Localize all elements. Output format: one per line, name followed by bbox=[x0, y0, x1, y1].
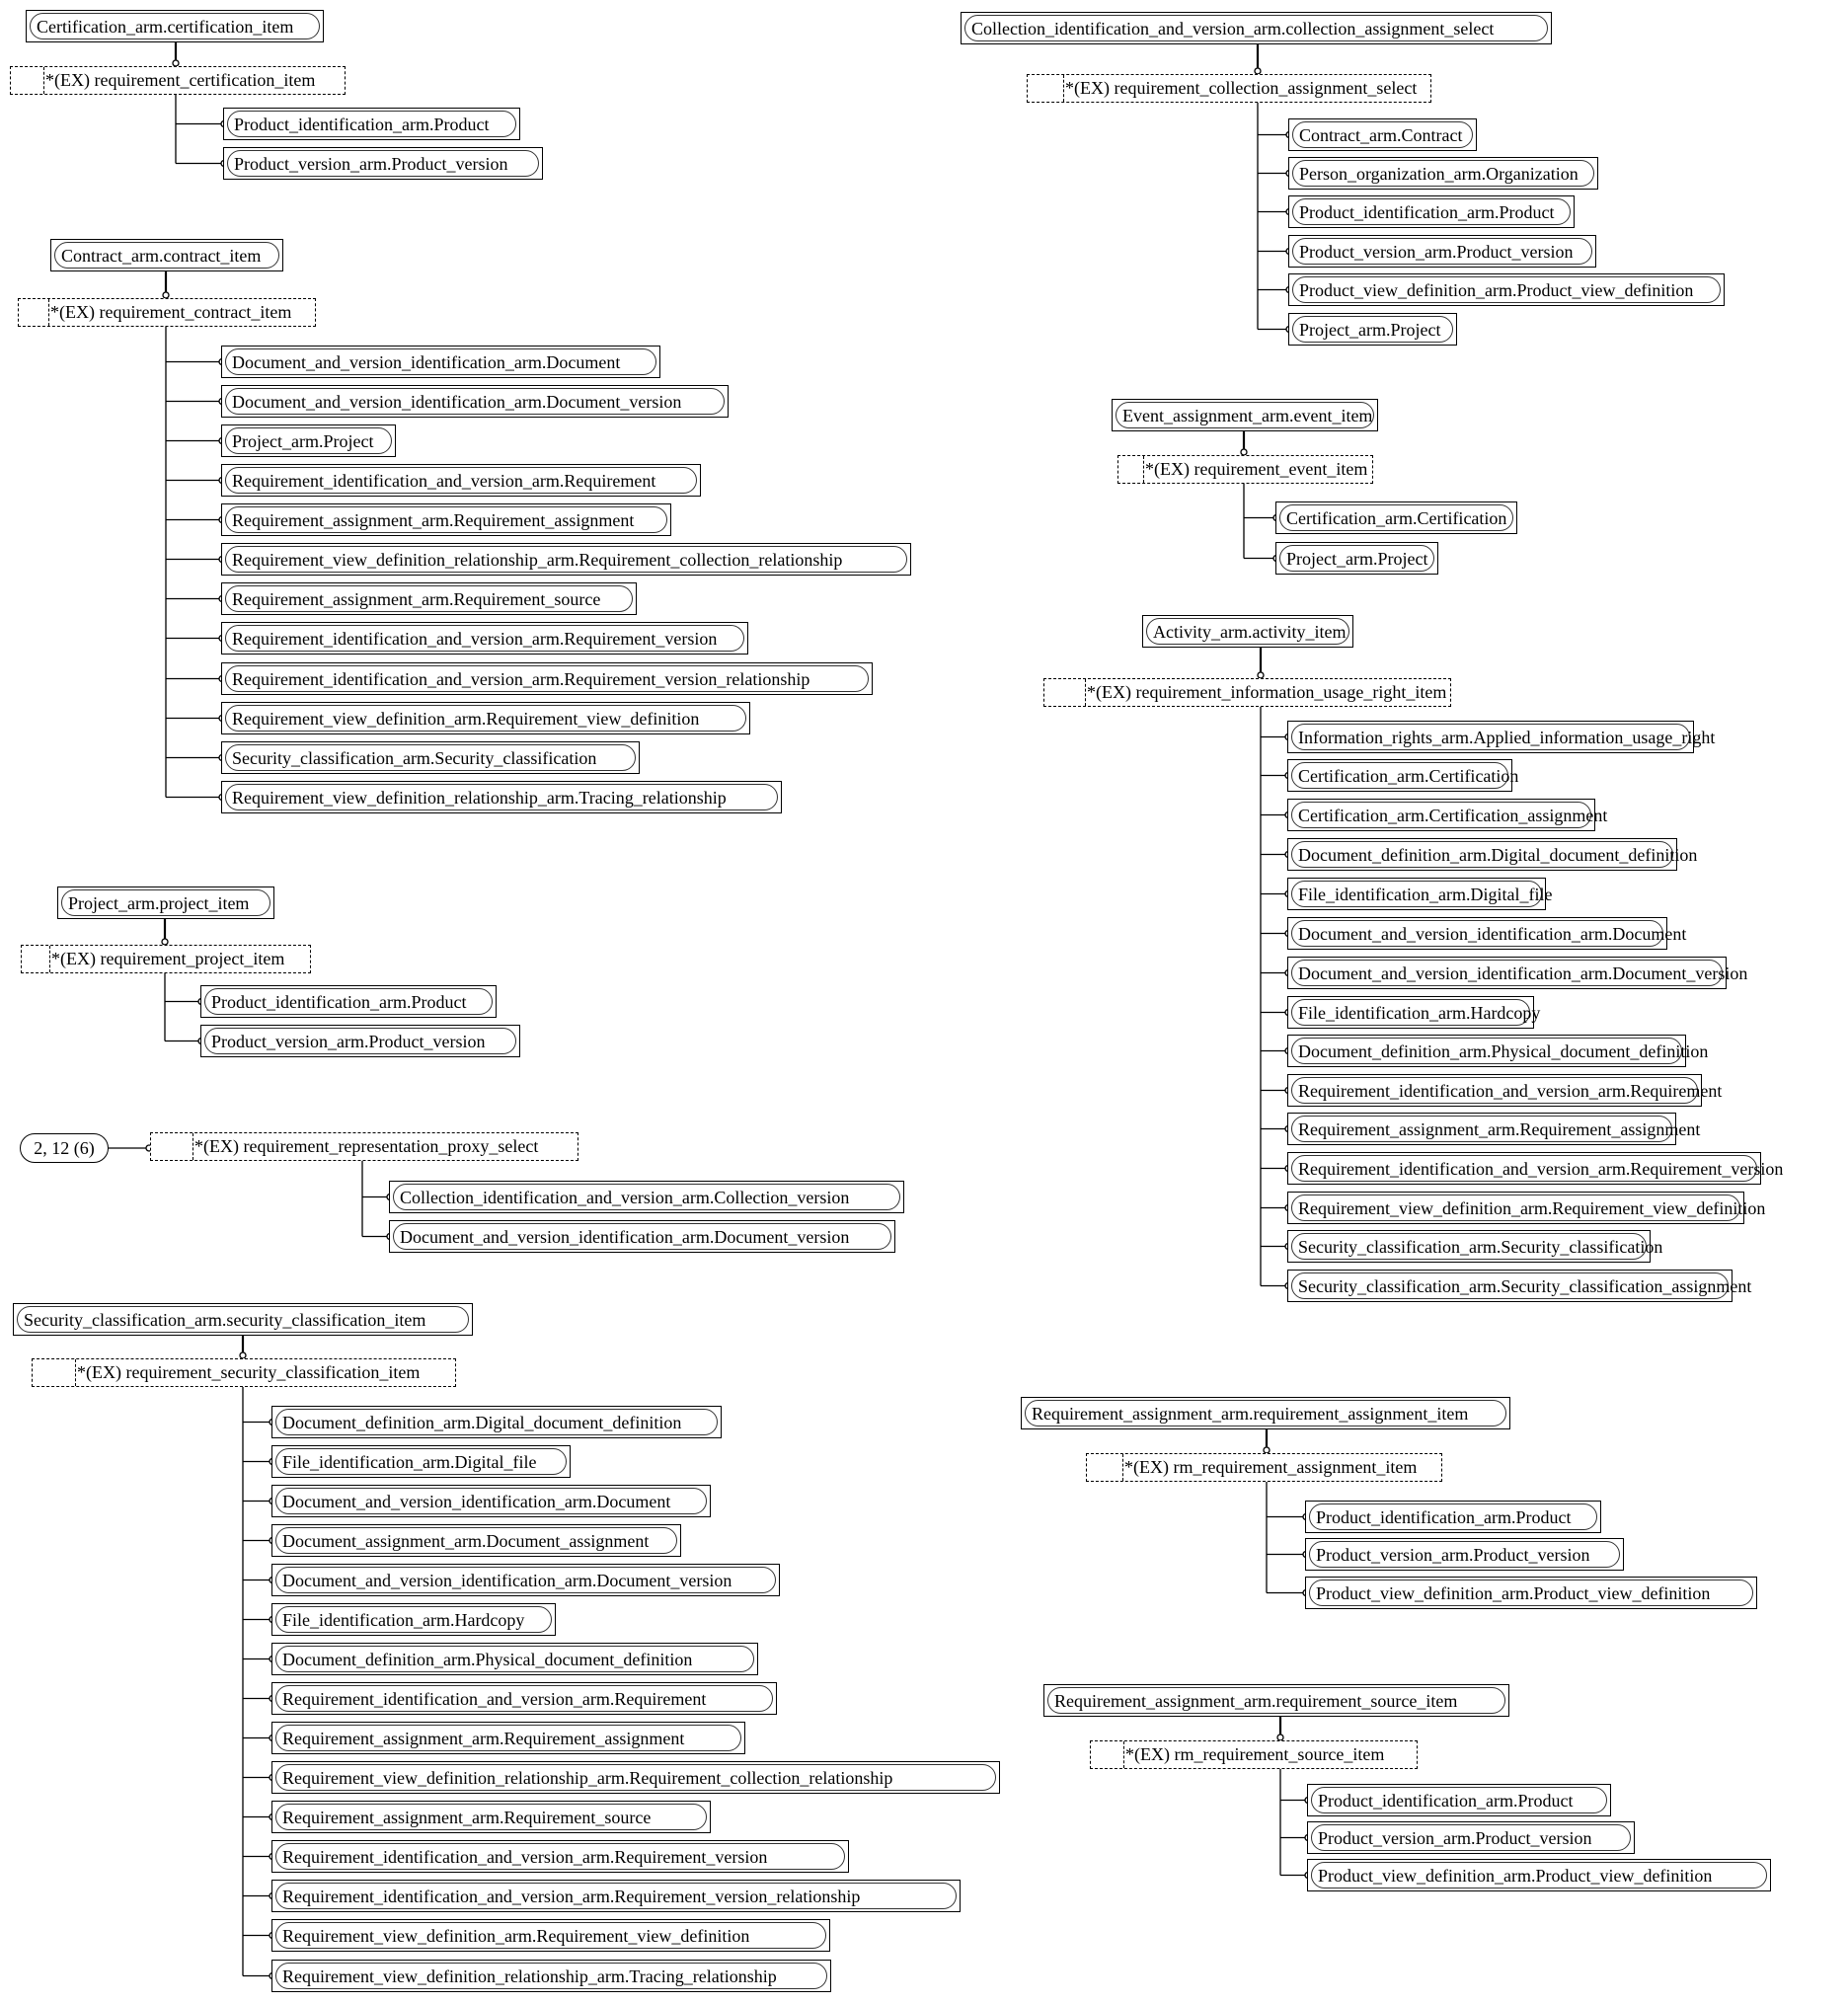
member-entity[interactable] bbox=[1305, 1577, 1757, 1609]
entity-label: Document_definition_arm.Physical_document_definition bbox=[1291, 1038, 1682, 1064]
entity-label: Requirement_identification_and_version_arm.Requirement bbox=[225, 467, 697, 494]
entity-label: Product_version_arm.Product_version bbox=[1311, 1824, 1631, 1851]
member-entity[interactable] bbox=[1275, 501, 1517, 534]
entity-label: Project_arm.Project bbox=[225, 427, 392, 454]
entity-label: Certification_arm.Certification bbox=[1291, 762, 1508, 789]
member-entity[interactable] bbox=[1288, 195, 1575, 228]
member-entity[interactable] bbox=[389, 1181, 904, 1213]
member-entity[interactable] bbox=[1287, 1113, 1701, 1145]
member-entity[interactable] bbox=[271, 1880, 961, 1912]
select-label: *(EX) requirement_project_item bbox=[51, 949, 285, 968]
member-entity[interactable] bbox=[271, 1603, 556, 1636]
select-requirement_source[interactable] bbox=[1090, 1740, 1418, 1769]
member-entity[interactable] bbox=[221, 781, 782, 813]
entity-label: Requirement_identification_and_version_arm.Requirement_version bbox=[225, 625, 744, 652]
entity-label: Product_identification_arm.Product bbox=[1292, 198, 1571, 225]
member-entity[interactable] bbox=[1287, 799, 1608, 831]
entity-label: Requirement_assignment_arm.Requirement_source bbox=[275, 1804, 707, 1830]
entity-label: Requirement_view_definition_arm.Requirement_view_definition bbox=[225, 705, 746, 732]
entity-label: File_identification_arm.Hardcopy bbox=[275, 1606, 552, 1633]
parent-entity-requirement_assignment[interactable] bbox=[1021, 1397, 1510, 1429]
entity-label: Requirement_view_definition_arm.Requirement_view_definition bbox=[275, 1922, 826, 1949]
member-entity[interactable] bbox=[271, 1485, 711, 1517]
member-entity[interactable] bbox=[1288, 313, 1457, 346]
parent-entity-collection_assignment[interactable] bbox=[961, 12, 1552, 44]
member-entity[interactable] bbox=[271, 1761, 1000, 1794]
parent-entity-security_classification[interactable] bbox=[13, 1303, 473, 1336]
member-entity[interactable] bbox=[1287, 1152, 1784, 1185]
member-entity[interactable] bbox=[1288, 235, 1596, 268]
member-entity[interactable] bbox=[221, 582, 637, 615]
entity-label: Product_version_arm.Product_version bbox=[1292, 238, 1592, 265]
page-reference[interactable]: 2, 12 (6) bbox=[20, 1133, 109, 1163]
entity-label: Security_classification_arm.Security_classification bbox=[225, 744, 636, 771]
entity-label: Certification_arm.Certification bbox=[1279, 504, 1513, 531]
entity-label: Requirement_identification_and_version_arm.Requirement bbox=[275, 1685, 773, 1712]
member-entity[interactable] bbox=[1287, 996, 1541, 1029]
select-label: *(EX) requirement_collection_assignment_select bbox=[1065, 78, 1418, 98]
parent-entity-activity_information_usage_right[interactable] bbox=[1142, 615, 1353, 648]
member-entity[interactable] bbox=[271, 1643, 758, 1675]
member-entity[interactable] bbox=[1287, 1192, 1766, 1224]
entity-label: Product_identification_arm.Product bbox=[204, 988, 493, 1015]
entity-label: Security_classification_arm.security_classification_item bbox=[17, 1306, 469, 1333]
entity-label: Certification_arm.certification_item bbox=[30, 13, 320, 39]
member-entity[interactable] bbox=[1287, 917, 1687, 950]
select-project[interactable] bbox=[21, 945, 311, 973]
entity-label: Information_rights_arm.Applied_information_usage_right bbox=[1291, 724, 1690, 750]
member-entity[interactable] bbox=[1287, 1270, 1752, 1302]
entity-label: Requirement_assignment_arm.Requirement_assignment bbox=[225, 506, 667, 533]
select-requirement_assignment[interactable] bbox=[1086, 1453, 1442, 1482]
member-entity[interactable] bbox=[221, 503, 671, 536]
member-entity[interactable] bbox=[1275, 542, 1438, 575]
parent-entity-contract[interactable] bbox=[50, 239, 283, 271]
entity-label: Document_definition_arm.Physical_document_definition bbox=[275, 1646, 754, 1672]
entity-label: Product_version_arm.Product_version bbox=[1309, 1541, 1620, 1568]
member-entity[interactable] bbox=[221, 346, 660, 378]
entity-label: Product_identification_arm.Product bbox=[1311, 1787, 1607, 1813]
select-label: *(EX) rm_requirement_assignment_item bbox=[1124, 1457, 1418, 1477]
entity-label: Project_arm.Project bbox=[1279, 545, 1434, 572]
member-entity[interactable] bbox=[1307, 1784, 1611, 1816]
member-entity[interactable] bbox=[1287, 759, 1519, 792]
select-label: *(EX) requirement_event_item bbox=[1145, 459, 1368, 479]
member-entity[interactable] bbox=[221, 543, 911, 576]
entity-label: Requirement_view_definition_relationship_arm.Tracing_relationship bbox=[275, 1963, 827, 1989]
entity-label: Collection_identification_and_version_arm.Collection_version bbox=[393, 1184, 900, 1210]
entity-label: File_identification_arm.Digital_file bbox=[1291, 881, 1542, 907]
member-entity[interactable] bbox=[271, 1445, 571, 1478]
entity-label: Requirement_assignment_arm.requirement_source_item bbox=[1047, 1687, 1505, 1714]
member-entity[interactable] bbox=[1287, 1035, 1709, 1067]
member-entity[interactable] bbox=[221, 385, 729, 418]
member-entity[interactable] bbox=[1307, 1821, 1635, 1854]
select-label: *(EX) requirement_representation_proxy_select bbox=[194, 1136, 539, 1156]
member-entity[interactable] bbox=[389, 1220, 895, 1253]
member-entity[interactable] bbox=[271, 1722, 745, 1754]
select-event[interactable] bbox=[1117, 455, 1373, 484]
entity-label: Collection_identification_and_version_arm.collection_assignment_select bbox=[964, 15, 1548, 41]
member-entity[interactable] bbox=[200, 985, 497, 1018]
entity-label: Activity_arm.activity_item bbox=[1146, 618, 1349, 645]
entity-label: Requirement_view_definition_relationship_arm.Requirement_collection_relationship bbox=[275, 1764, 996, 1791]
entity-label: File_identification_arm.Hardcopy bbox=[1291, 999, 1530, 1026]
entity-label: Document_and_version_identification_arm.Document_version bbox=[275, 1567, 776, 1593]
member-entity[interactable] bbox=[271, 1406, 722, 1438]
entity-label: Requirement_assignment_arm.Requirement_assignment bbox=[275, 1725, 741, 1751]
entity-label: Document_definition_arm.Digital_document_definition bbox=[275, 1409, 718, 1435]
entity-label: File_identification_arm.Digital_file bbox=[275, 1448, 567, 1475]
entity-label: Document_definition_arm.Digital_document_definition bbox=[1291, 841, 1673, 868]
entity-label: Project_arm.project_item bbox=[61, 889, 270, 916]
entity-label: Certification_arm.Certification_assignment bbox=[1291, 802, 1591, 828]
entity-label: Person_organization_arm.Organization bbox=[1292, 160, 1594, 187]
entity-label: Product_identification_arm.Product bbox=[227, 111, 516, 137]
member-entity[interactable] bbox=[271, 1682, 777, 1715]
member-entity[interactable] bbox=[1307, 1859, 1771, 1891]
member-entity[interactable] bbox=[1305, 1538, 1624, 1571]
entity-label: Document_and_version_identification_arm.Document_version bbox=[393, 1223, 891, 1250]
entity-label: Requirement_assignment_arm.requirement_assignment_item bbox=[1025, 1400, 1506, 1426]
entity-label: Product_version_arm.Product_version bbox=[227, 150, 539, 177]
select-label: *(EX) requirement_information_usage_right_item bbox=[1087, 682, 1447, 702]
member-entity[interactable] bbox=[271, 1524, 681, 1557]
parent-entity-project[interactable] bbox=[57, 886, 274, 919]
member-entity[interactable] bbox=[221, 622, 748, 655]
entity-label: Document_and_version_identification_arm.Document bbox=[225, 348, 656, 375]
entity-label: Requirement_assignment_arm.Requirement_assignment bbox=[1291, 1116, 1672, 1142]
member-entity[interactable] bbox=[200, 1025, 520, 1057]
entity-label: Requirement_view_definition_relationship_arm.Tracing_relationship bbox=[225, 784, 778, 810]
parent-entity-certification[interactable] bbox=[26, 10, 324, 42]
entity-label: Project_arm.Project bbox=[1292, 316, 1453, 343]
select-label: *(EX) requirement_contract_item bbox=[50, 302, 292, 322]
member-entity[interactable] bbox=[221, 741, 640, 774]
entity-label: Requirement_identification_and_version_arm.Requirement_version_relationship bbox=[275, 1883, 957, 1909]
member-entity[interactable] bbox=[271, 1960, 831, 1992]
member-entity[interactable] bbox=[1288, 273, 1725, 306]
entity-label: Document_assignment_arm.Document_assignment bbox=[275, 1527, 677, 1554]
entity-label: Contract_arm.Contract bbox=[1292, 121, 1473, 148]
member-entity[interactable] bbox=[1287, 878, 1553, 910]
member-entity[interactable] bbox=[223, 108, 520, 140]
member-entity[interactable] bbox=[271, 1564, 780, 1596]
entity-label: Contract_arm.contract_item bbox=[54, 242, 279, 269]
member-entity[interactable] bbox=[221, 662, 873, 695]
member-entity[interactable] bbox=[271, 1801, 711, 1833]
entity-label: Requirement_identification_and_version_arm.Requirement_version bbox=[275, 1843, 845, 1870]
select-security_classification[interactable] bbox=[32, 1358, 456, 1387]
parent-entity-event[interactable] bbox=[1112, 399, 1378, 431]
member-entity[interactable] bbox=[1288, 157, 1598, 190]
member-entity[interactable] bbox=[1287, 838, 1698, 871]
entity-label: Document_and_version_identification_arm.Document_version bbox=[1291, 960, 1723, 986]
member-entity[interactable] bbox=[221, 424, 396, 457]
entity-label: Document_and_version_identification_arm.Document bbox=[1291, 920, 1663, 947]
entity-label: Product_identification_arm.Product bbox=[1309, 1503, 1597, 1530]
select-label: *(EX) rm_requirement_source_item bbox=[1125, 1744, 1385, 1764]
entity-label: Security_classification_arm.Security_classification bbox=[1291, 1233, 1647, 1260]
entity-label: Requirement_view_definition_arm.Requirement_view_definition bbox=[1291, 1195, 1740, 1221]
select-activity_information_usage_right[interactable] bbox=[1043, 678, 1451, 707]
entity-label: Requirement_assignment_arm.Requirement_source bbox=[225, 585, 633, 612]
entity-label: Document_and_version_identification_arm.Document bbox=[275, 1488, 707, 1514]
select-representation_proxy[interactable] bbox=[150, 1132, 578, 1161]
member-entity[interactable] bbox=[221, 702, 750, 734]
member-entity[interactable] bbox=[271, 1919, 830, 1952]
entity-label: Document_and_version_identification_arm.Document_version bbox=[225, 388, 725, 415]
entity-label: Product_view_definition_arm.Product_view_definition bbox=[1292, 276, 1721, 303]
entity-label: Requirement_identification_and_version_arm.Requirement_version_relationship bbox=[225, 665, 869, 692]
parent-entity-requirement_source[interactable] bbox=[1043, 1684, 1509, 1717]
select-collection_assignment[interactable] bbox=[1027, 74, 1431, 103]
entity-label: Requirement_identification_and_version_arm.Requirement_version bbox=[1291, 1155, 1757, 1182]
entity-label: Product_view_definition_arm.Product_view_definition bbox=[1309, 1580, 1753, 1606]
member-entity[interactable] bbox=[271, 1840, 849, 1873]
entity-label: Product_version_arm.Product_version bbox=[204, 1028, 516, 1054]
entity-label: Product_view_definition_arm.Product_view_definition bbox=[1311, 1862, 1767, 1888]
select-contract[interactable] bbox=[18, 298, 316, 327]
member-entity[interactable] bbox=[1287, 721, 1716, 753]
member-entity[interactable] bbox=[1305, 1501, 1601, 1533]
member-entity[interactable] bbox=[221, 464, 701, 497]
member-entity[interactable] bbox=[1288, 118, 1477, 151]
entity-label: Event_assignment_arm.event_item bbox=[1116, 402, 1374, 428]
select-label: *(EX) requirement_certification_item bbox=[45, 70, 316, 90]
entity-label: Requirement_identification_and_version_arm.Requirement bbox=[1291, 1077, 1698, 1104]
member-entity[interactable] bbox=[1287, 1074, 1723, 1107]
select-certification[interactable] bbox=[10, 66, 346, 95]
entity-label: Requirement_view_definition_relationship_arm.Requirement_collection_relationship bbox=[225, 546, 907, 573]
member-entity[interactable] bbox=[223, 147, 543, 180]
select-label: *(EX) requirement_security_classification_item bbox=[77, 1362, 421, 1382]
member-entity[interactable] bbox=[1287, 1230, 1663, 1263]
member-entity[interactable] bbox=[1287, 957, 1748, 989]
entity-label: Security_classification_arm.Security_classification_assignment bbox=[1291, 1272, 1729, 1299]
